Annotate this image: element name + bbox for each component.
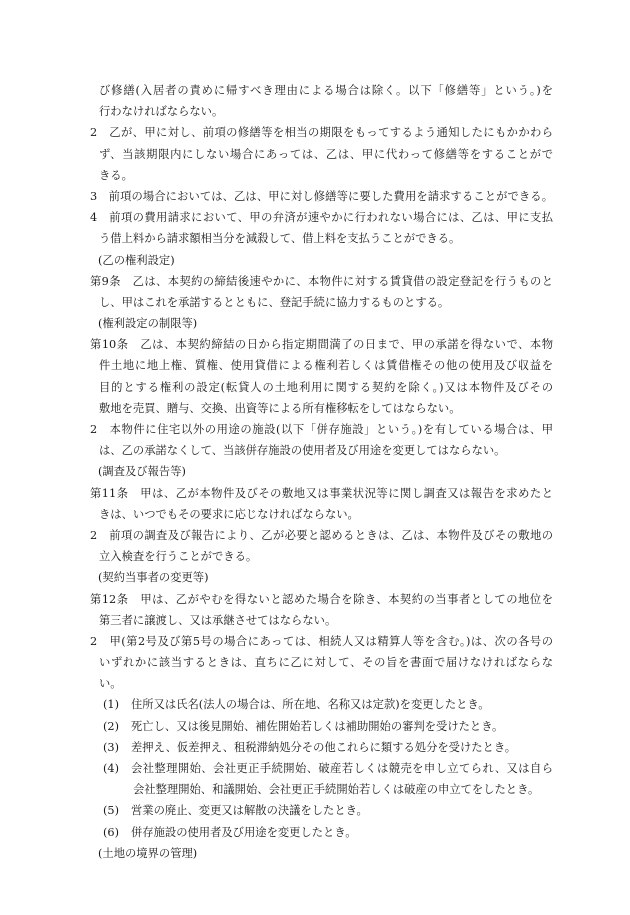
paragraph-line: 2 前項の調査及び報告により、乙が必要と認めるときは、乙は、本物件及びその敷地の <box>90 528 553 542</box>
paragraph-line: 第11条 甲は、乙が本物件及びその敷地又は事業状況等に関し調査又は報告を求めたと <box>90 486 553 500</box>
article-heading: (土地の境界の管理) <box>98 846 198 860</box>
paragraph-line: 2 乙が、甲に対し、前項の修繕等を相当の期限をもってするよう通知したにもかかわら <box>90 126 553 140</box>
paragraph-line: きる。 <box>99 168 133 182</box>
article-heading: (乙の権利設定) <box>98 253 175 267</box>
item-text: 差押え、仮差押え、租税滞納処分その他これらに類する処分を受けたとき。 <box>131 740 517 754</box>
paragraph-line: 第10条 乙は、本契約締結の日から指定期間満了の日まで、甲の承諾を得ないで、本物 <box>90 338 553 352</box>
item-number: (5) <box>103 804 120 818</box>
paragraph-line: 立入検査を行うことができる。 <box>99 550 258 564</box>
paragraph-line: 第三者に譲渡し、又は承継させてはならない。 <box>99 613 337 627</box>
paragraph-line: いずれかに該当するときは、直ちに乙に対して、その旨を書面で届けなければならな <box>99 656 553 670</box>
paragraph-line: 2 本物件に住宅以外の用途の施設(以下「併存施設」という。)を有している場合は、甲 <box>90 423 553 436</box>
item-number: (2) <box>103 719 120 733</box>
paragraph-line: 行わなければならない。 <box>99 105 224 119</box>
item-text: 住所又は氏名(法人の場合は、所在地、名称又は定款)を変更したとき。 <box>131 698 490 712</box>
item-text: 会社整理開始、会社更正手続開始、破産若しくは競売を申し立てられ、又は自ら <box>131 762 553 775</box>
paragraph-line: い。 <box>99 677 122 691</box>
article-heading: (調査及び報告等) <box>98 465 186 479</box>
paragraph-line: し、甲はこれを承諾するとともに、登記手続に協力するものとする。 <box>99 295 450 309</box>
document-page <box>0 80 630 864</box>
item-number: (3) <box>103 740 120 754</box>
item-number: (6) <box>103 825 120 839</box>
list-item <box>103 758 553 779</box>
paragraph-line: び修繕(入居者の責めに帰すべき理由による場合は除く。以下「修繕等」という。)を <box>99 84 553 97</box>
paragraph-line: 2 甲(第2号及び第5号の場合にあっては、相続人又は精算人等を含む。)は、次の各号の <box>90 634 553 648</box>
list-item <box>103 737 553 758</box>
item-text: 死亡し、又は後見開始、補佐開始若しくは補助開始の審判を受けたとき。 <box>131 719 504 733</box>
item-number: (4) <box>103 762 120 775</box>
item-text: 会社整理開始、和議開始、会社更正手続開始若しくは破産の申立てをしたとき。 <box>133 783 540 797</box>
paragraph-line: 4 前項の費用請求において、甲の弁済が速やかに行われない場合には、乙は、甲に支払 <box>90 211 553 225</box>
paragraph-line: 目的とする権利の設定(転貸人の土地利用に関する契約を除く。)又は本物件及びその <box>99 380 553 394</box>
paragraph-line: 3 前項の場合においては、乙は、甲に対し修繕等に要した費用を請求することができる。 <box>90 189 553 203</box>
paragraph-line: 第9条 乙は、本契約の締結後速やかに、本物件に対する賃貸借の設定登記を行うものと <box>90 274 553 288</box>
item-text: 併存施設の使用者及び用途を変更したとき。 <box>131 825 357 839</box>
list-item <box>103 800 553 821</box>
list-item <box>103 822 553 843</box>
paragraph-line: う借上料から請求額相当分を減殺して、借上料を支払うことができる。 <box>99 232 461 246</box>
list-item <box>103 716 553 737</box>
article-heading: (契約当事者の変更等) <box>98 571 209 585</box>
paragraph-line: 第12条 甲は、乙がやむを得ないと認めた場合を除き、本契約の当事者としての地位を <box>90 592 553 606</box>
item-text: 営業の廃止、変更又は解散の決議をしたとき。 <box>131 804 368 818</box>
list-item <box>103 694 553 715</box>
paragraph-line: 敷地を売買、贈与、交換、出資等による所有権移転をしてはならない。 <box>99 401 461 415</box>
paragraph-line: 件土地に地上権、質権、使用貸借による権利若しくは賃借権その他の使用及び収益を <box>99 359 553 373</box>
article-heading: (権利設定の制限等) <box>98 317 198 331</box>
item-number: (1) <box>103 698 120 712</box>
paragraph-line: きは、いつでもその要求に応じなければならない。 <box>99 507 359 521</box>
paragraph-line: は、乙の承諾なくして、当該併存施設の使用者及び用途を変更してはならない。 <box>99 444 506 458</box>
paragraph-line: ず、当該期限内にしない場合にあっては、乙は、甲に代わって修繕等をすることがで <box>99 147 553 161</box>
